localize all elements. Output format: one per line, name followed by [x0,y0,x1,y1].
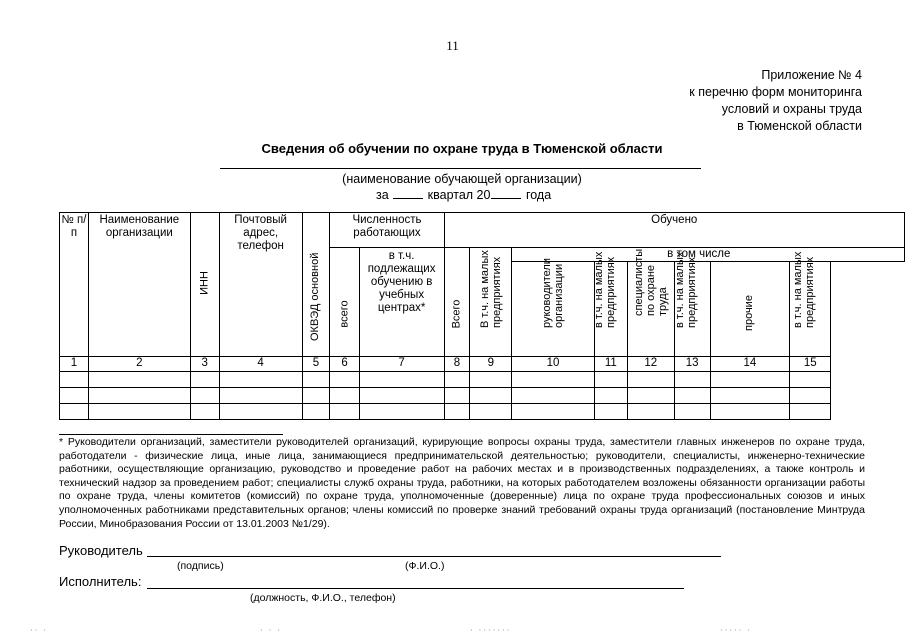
header-including: в том числе [512,248,905,262]
header-other-small: в т.ч. на малых предприятиях [790,262,831,357]
col-num-4: 4 [219,357,302,372]
col-num-10: 10 [512,357,595,372]
org-name-caption: (наименование обучающей организации) [342,172,582,186]
year-blank [491,186,521,199]
header-trained-total: Всего [444,248,470,357]
org-name-line [220,168,701,169]
header-trained-small: В т.ч. на малых предприятиях [470,248,512,357]
table-row [60,372,905,388]
header-specialists: специалисты по охране труда [627,262,674,357]
col-num-3: 3 [190,357,219,372]
scan-noise: ····· · [720,626,752,635]
footnote-text: * Руководители организаций, заместители руководителей организаций, курирующие вопросы охраны труда, заместители главных инженеров по охране труда, работодатели - физические лица, иные лица, занимающиеся предпринимательской деятельностью; руководители, специалисты, инженерно-технические работники, осуществляющие организацию, руководство и проведение работ на рабочих местах и в производственных подразделениях, а также контроль и технический надзор за проведением работ; специалисты служб охраны труда, работники, на которых работодателем возложены обязанности организации работы по охране труда, члены комитетов (комиссий) по охране труда, уполномоченные (доверенные) лица по охране труда профессиональных союзов и иных уполномоченных работниками представительных органов; члены комиссий по проверке знаний требований охраны труда организаций (постановление Минтруда России, Минобразования России от 13.01.2003 №1/29). [59,436,865,530]
executor-line [147,588,684,589]
col-num-11: 11 [594,357,627,372]
appendix-line: к перечню форм мониторинга [689,85,862,99]
quarter-blank [393,186,423,199]
col-num-12: 12 [627,357,674,372]
executor-label: Исполнитель: [59,574,142,589]
col-num-2: 2 [88,357,190,372]
period-quarter: квартал 20 [427,188,491,202]
signature-caption: (подпись) [177,560,224,572]
appendix-line: условий и охраны труда [721,102,862,116]
header-heads-small: в т.ч. на малых предприятиях [594,262,627,357]
col-num-8: 8 [444,357,470,372]
header-staff-in-centers: в т.ч. подлежащих обучению в учебных центрах* [359,248,444,357]
col-num-13: 13 [674,357,710,372]
header-okved: ОКВЭД основной [302,213,330,357]
header-staff-count: Численность работающих [330,213,444,248]
fio-caption: (Ф.И.О.) [405,560,445,572]
col-num-5: 5 [302,357,330,372]
header-specialists-small: в т.ч. на малых предприятиях [674,262,710,357]
appendix-header [689,67,862,135]
header-num: № п/п [60,213,89,357]
col-num-14: 14 [710,357,790,372]
scan-noise: · · · [260,626,282,635]
head-signature-line [147,556,721,557]
reporting-period [376,186,551,202]
col-num-7: 7 [359,357,444,372]
header-trained: Обучено [444,213,905,248]
training-table [59,212,905,420]
header-heads: руководители организации [512,262,595,357]
header-org-name: Наименование организации [88,213,190,357]
scan-noise: · ······· [470,626,512,635]
header-inn: ИНН [190,213,219,357]
table-row [60,388,905,404]
appendix-line: Приложение № 4 [761,68,862,82]
col-num-9: 9 [470,357,512,372]
header-staff-total: всего [330,248,359,357]
column-number-row [60,357,905,372]
period-year: года [525,188,552,202]
period-za: за [376,188,389,202]
header-address: Почтовый адрес, телефон [219,213,302,357]
col-num-1: 1 [60,357,89,372]
appendix-line: в Тюменской области [737,119,862,133]
page-number: 11 [446,38,459,53]
executor-caption: (должность, Ф.И.О., телефон) [250,592,396,604]
head-label: Руководитель [59,543,143,558]
table-row [60,404,905,420]
scan-noise: ·· · [30,626,48,635]
footnote-separator [59,434,283,435]
document-title: Сведения об обучении по охране труда в Тюменской области [261,141,663,156]
header-other: прочие [710,262,790,357]
col-num-6: 6 [330,357,359,372]
col-num-15: 15 [790,357,831,372]
